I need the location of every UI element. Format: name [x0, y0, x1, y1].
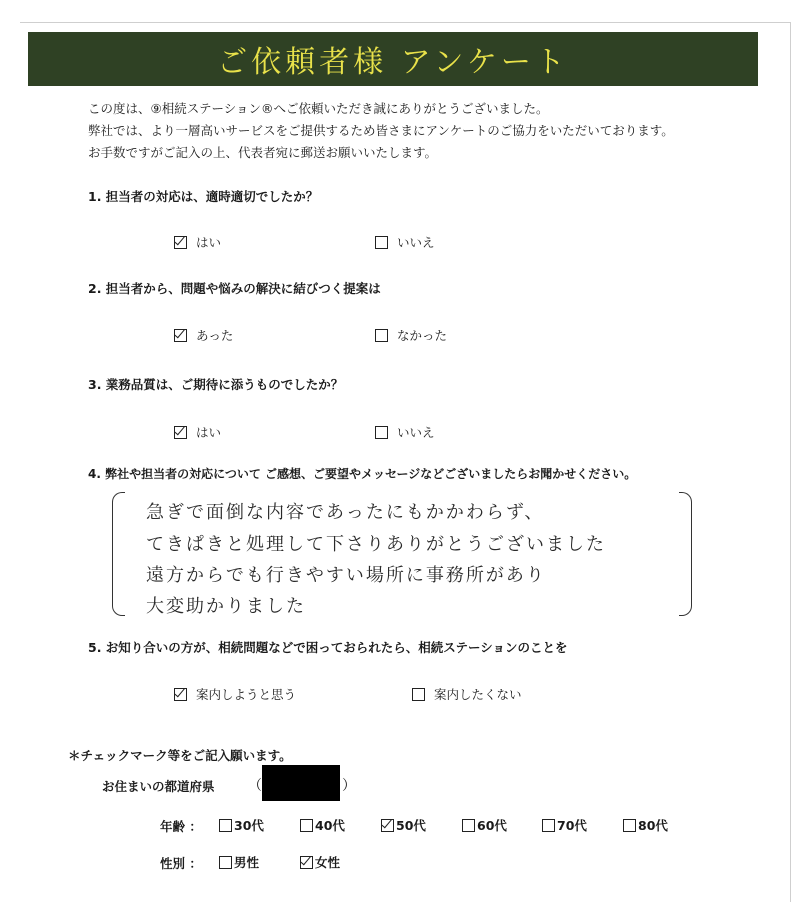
gender-option-male[interactable]	[219, 853, 259, 871]
comment-area[interactable]	[112, 492, 692, 616]
option-label: なかった	[397, 328, 448, 343]
paren-open: （	[248, 778, 262, 794]
checkbox-checked[interactable]	[174, 236, 187, 249]
q5-option-no[interactable]	[412, 685, 522, 703]
q3-option-yes[interactable]	[174, 423, 221, 441]
q2-option-no[interactable]	[375, 326, 447, 344]
checkbox[interactable]	[462, 819, 475, 832]
checkbox-checked[interactable]	[174, 688, 187, 701]
gender-label: 性別 ：	[160, 856, 202, 871]
gender-option-label: 女性	[315, 855, 341, 870]
checkbox[interactable]	[623, 819, 636, 832]
checkbox[interactable]	[375, 426, 388, 439]
checkbox[interactable]	[300, 819, 313, 832]
gender-option-female[interactable]	[300, 853, 340, 871]
question-3: 3. 業務品質は、ご期待に添うものでしたか？	[88, 377, 344, 392]
question-4: 4. 弊社や担当者の対応について ご感想、ご要望やメッセージなどございましたらお聞かせください。	[88, 467, 637, 481]
age-option-label: 50代	[396, 818, 426, 833]
checkbox[interactable]	[219, 819, 232, 832]
instruction-note: ＊チェックマーク等をご記入願います。	[68, 748, 292, 763]
option-label: はい	[196, 235, 222, 250]
right-border	[790, 22, 791, 902]
bracket-right	[679, 492, 692, 616]
checkbox[interactable]	[412, 688, 425, 701]
handwritten-line: てきぱきと処理して下さりありがとうございました	[146, 534, 606, 555]
bracket-left	[112, 492, 125, 616]
age-option-label: 80代	[638, 818, 668, 833]
age-option-50[interactable]	[381, 816, 426, 834]
checkbox-checked[interactable]	[300, 856, 313, 869]
option-label: いいえ	[397, 425, 435, 440]
checkbox[interactable]	[375, 236, 388, 249]
redacted-prefecture	[262, 765, 340, 801]
intro-line: お手数ですがご記入の上、代表者宛に郵送お願いいたします。	[88, 145, 438, 160]
age-option-80[interactable]	[623, 816, 668, 834]
option-label: いいえ	[397, 235, 435, 250]
intro-line: 弊社では、より一層高いサービスをご提供するため皆さまにアンケートのご協力をいただいております。	[88, 123, 674, 138]
q5-option-yes[interactable]	[174, 685, 296, 703]
checkbox-checked[interactable]	[174, 329, 187, 342]
checkbox[interactable]	[375, 329, 388, 342]
age-option-60[interactable]	[462, 816, 507, 834]
age-option-label: 60代	[477, 818, 507, 833]
age-option-30[interactable]	[219, 816, 264, 834]
gender-option-label: 男性	[234, 855, 260, 870]
handwritten-line: 遠方からでも行きやすい場所に事務所があり	[146, 565, 546, 586]
question-1: 1. 担当者の対応は、適時適切でしたか？	[88, 189, 319, 204]
checkbox[interactable]	[219, 856, 232, 869]
option-label: あった	[196, 328, 234, 343]
age-option-label: 40代	[315, 818, 345, 833]
option-label: 案内したくない	[434, 687, 522, 702]
handwritten-line: 急ぎで面倒な内容であったにもかかわらず、	[146, 502, 545, 523]
age-option-40[interactable]	[300, 816, 345, 834]
page-title: ご依頼者様 アンケート	[217, 45, 569, 80]
checkbox[interactable]	[542, 819, 555, 832]
q1-option-yes[interactable]	[174, 233, 221, 251]
paren-close: ）	[342, 778, 356, 794]
checkbox-checked[interactable]	[381, 819, 394, 832]
question-2: 2. 担当者から、問題や悩みの解決に結びつく提案は	[88, 281, 381, 296]
age-option-label: 30代	[234, 818, 264, 833]
option-label: 案内しようと思う	[196, 687, 297, 702]
age-option-label: 70代	[557, 818, 587, 833]
age-option-70[interactable]	[542, 816, 587, 834]
q2-option-yes[interactable]	[174, 326, 233, 344]
q3-option-no[interactable]	[375, 423, 435, 441]
title-banner	[28, 32, 758, 86]
top-border	[20, 22, 790, 23]
intro-text	[88, 98, 674, 164]
checkbox-checked[interactable]	[174, 426, 187, 439]
option-label: はい	[196, 425, 222, 440]
age-label: 年齢 ：	[160, 819, 202, 834]
intro-line: この度は、⑨相続ステーション®へご依頼いただき誠にありがとうございました。	[88, 101, 549, 116]
q1-option-no[interactable]	[375, 233, 435, 251]
prefecture-label: お住まいの都道府県	[102, 779, 215, 794]
handwritten-line: 大変助かりました	[146, 596, 306, 617]
question-5: 5. お知り合いの方が、相続問題などで困っておられたら、相続ステーションのことを	[88, 640, 568, 655]
